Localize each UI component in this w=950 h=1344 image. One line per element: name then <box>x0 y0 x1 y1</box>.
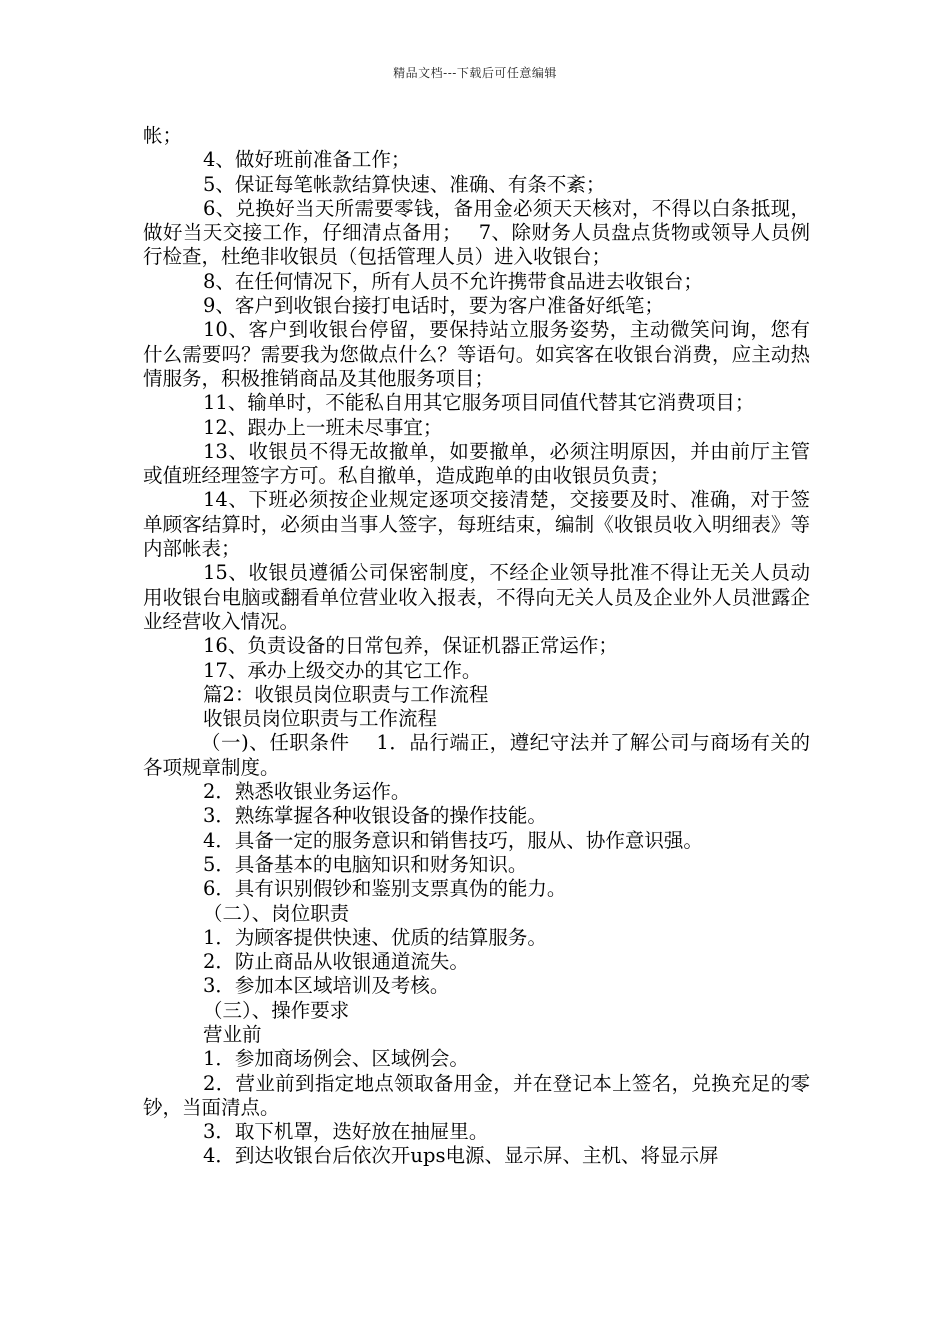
paragraph: （二）、岗位职责 <box>203 901 350 925</box>
paragraph: 8、在任何情况下，所有人员不允许携带食品进去收银台； <box>203 269 703 293</box>
document-body <box>143 124 810 1169</box>
paragraph: 9、客户到收银台接打电话时，要为客户准备好纸笔； <box>203 294 664 318</box>
paragraph: 12、跟办上一班未尽事宜； <box>203 415 443 439</box>
paragraph: 5．具备基本的电脑知识和财务知识。 <box>203 852 528 876</box>
paragraph: 帐； <box>143 124 183 147</box>
paragraph: 1．为顾客提供快速、优质的结算服务。 <box>203 925 547 949</box>
paragraph: 2．熟悉收银业务运作。 <box>203 780 411 804</box>
paragraph: （三）、操作要求 <box>203 998 350 1022</box>
paragraph: 3．取下机罩，迭好放在抽屉里。 <box>203 1120 489 1144</box>
paragraph: 4、做好班前准备工作； <box>203 148 411 172</box>
paragraph: 6、兑换好当天所需要零钱，备用金必须天天核对，不得以白条抵现，做好当天交接工作，仔细清点备用； 7、除财务人员盘点货物或领导人员例行检查，杜绝非收银员（包括管理人员）进入收银台； <box>143 196 810 269</box>
paragraph: 5、保证每笔帐款结算快速、准确、有条不紊； <box>203 172 606 196</box>
page-header: 精品文档---下载后可任意编辑 <box>393 66 557 80</box>
paragraph: 11、输单时，不能私自用其它服务项目同值代替其它消费项目； <box>203 391 755 415</box>
paragraph: 16、负责设备的日常包养，保证机器正常运作； <box>203 634 618 658</box>
paragraph: （一)、任职条件 1．品行端正，遵纪守法并了解公司与商场有关的各项规章制度。 <box>143 731 810 779</box>
paragraph: 篇2：收银员岗位职责与工作流程 <box>203 682 489 706</box>
paragraph: 10、客户到收银台停留，要保持站立服务姿势，主动微笑问询，您有什么需要吗？需要我为您做点什么？等语句。如宾客在收银台消费，应主动热情服务，积极推销商品及其他服务项目； <box>143 318 810 390</box>
paragraph: 4．到达收银台后依次开ups电源、显示屏、主机、将显示屏 <box>203 1144 719 1168</box>
paragraph: 营业前 <box>203 1022 262 1046</box>
paragraph: 17、承办上级交办的其它工作。 <box>203 658 482 682</box>
paragraph: 13、收银员不得无故撤单，如要撤单，必须注明原因，并由前厅主管或值班经理签字方可。私自撤单，造成跑单的由收银员负责； <box>143 439 810 488</box>
paragraph: 6．具有识别假钞和鉴别支票真伪的能力。 <box>203 877 567 901</box>
paragraph: 15、收银员遵循公司保密制度，不经企业领导批准不得让无关人员动用收银台电脑或翻看单位营业收入报表，不得向无关人员及企业外人员泄露企业经营收入情况。 <box>143 561 810 633</box>
paragraph: 1．参加商场例会、区域例会。 <box>203 1047 469 1071</box>
paragraph: 3．参加本区域培训及考核。 <box>203 974 450 998</box>
paragraph: 2．营业前到指定地点领取备用金，并在登记本上签名，兑换充足的零钞，当面清点。 <box>143 1071 810 1119</box>
paragraph: 14、下班必须按企业规定逐项交接清楚，交接要及时、准确，对于签单顾客结算时，必须由当事人签字，每班结束，编制《收银员收入明细表》等内部帐表； <box>143 488 810 561</box>
paragraph: 2．防止商品从收银通道流失。 <box>203 950 469 974</box>
paragraph: 4．具备一定的服务意识和销售技巧，服从、协作意识强。 <box>203 828 703 852</box>
paragraph: 收银员岗位职责与工作流程 <box>203 707 438 731</box>
paragraph: 3．熟练掌握各种收银设备的操作技能。 <box>203 804 547 828</box>
